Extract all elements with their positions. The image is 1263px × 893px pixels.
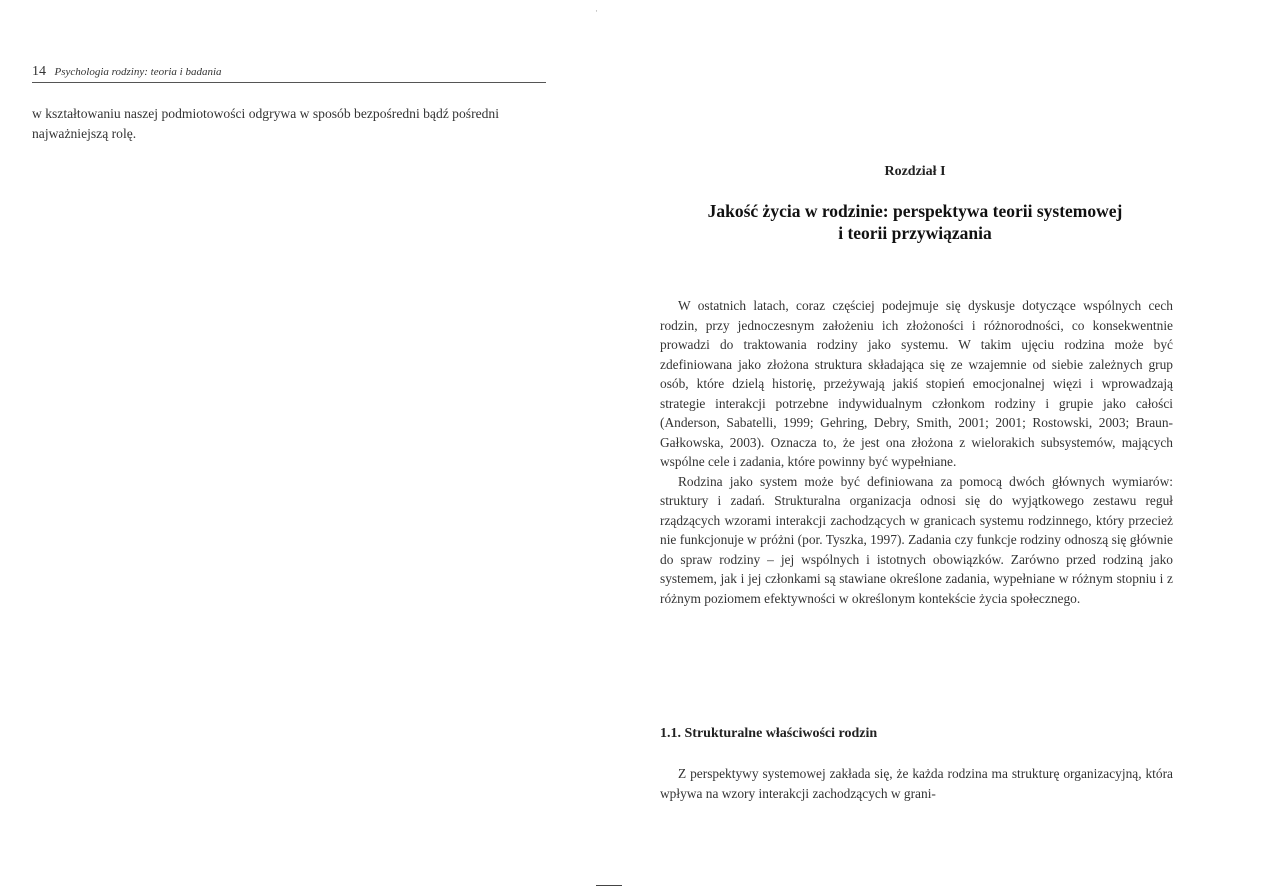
paragraph: W ostatnich latach, coraz częściej podejmuje się dyskusje dotyczące wspólnych cech rodzin, przy jednoczesnym założeniu ich złożoności i różnorodności, co konsekwentnie prowadzi do traktowania rodziny jako systemu. W takim ujęciu rodzina może być zdefiniowana jako złożona struktura składająca się ze wzajemnie od siebie zależnych grup osób, które dzielą historię, przeżywają jakiś stopień emocjonalnej więzi i wprowadzają strategie interakcji potrzebne indywidualnym członkom rodziny i grupie jako całości (Anderson, Sabatelli, 1999; Gehring, Debry, Smith, 2001; 2001; Rostowski, 2003; Braun-Gałkowska, 2003). Oznacza to, że jest ona złożona z wielorakich subsystemów, mających wspólne cele i zadania, które powinny być wypełniane. <box>660 298 1173 469</box>
chapter-title <box>620 200 1210 244</box>
left-page-text: w kształtowaniu naszej podmiotowości odgrywa w sposób bezpośredni bądź pośredni najważniejszą rolę. <box>32 106 499 141</box>
section-text: Z perspektywy systemowej zakłada się, że każda rodzina ma strukturę organizacyjną, która wpływa na wzory interakcji zachodzących w grani- <box>660 766 1173 801</box>
running-title: Psychologia rodziny: teoria i badania <box>54 66 222 78</box>
paragraph: Rodzina jako system może być definiowana za pomocą dwóch głównych wymiarów: struktury i zadań. Strukturalna organizacja odnosi się do wyjątkowego zestawu reguł rządzących wzorami interakcji zachodzących w granicach systemu rodzinnego, który przecież nie funkcjonuje w próżni (por. Tyszka, 1997). Zadania czy funkcje rodziny odnoszą się głównie do spraw rodziny – jej wspólnych i istotnych obowiązków. Zarówno przed rodziną jako systemem, jak i jej członkami są stawiane określone zadania, wypełniane w różnym stopniu i z różnym poziomem efektywności w określonym kontekście życia społecznego. <box>660 473 1173 606</box>
chapter-title-line-2: i teorii przywiązania <box>838 223 992 243</box>
scan-line-mark <box>596 885 622 886</box>
page-number: 14 <box>32 64 46 79</box>
right-page <box>620 0 1263 893</box>
chapter-label: Rozdział I <box>884 164 946 179</box>
running-header <box>32 64 546 80</box>
scan-mark: · <box>595 6 598 16</box>
left-page <box>0 0 620 893</box>
chapter-title-line-1: Jakość życia w rodzinie: perspektywa teorii systemowej <box>707 201 1123 221</box>
chapter-body <box>660 296 1173 608</box>
header-rule <box>32 82 546 83</box>
section-heading: 1.1. Strukturalne właściwości rodzin <box>660 726 878 741</box>
